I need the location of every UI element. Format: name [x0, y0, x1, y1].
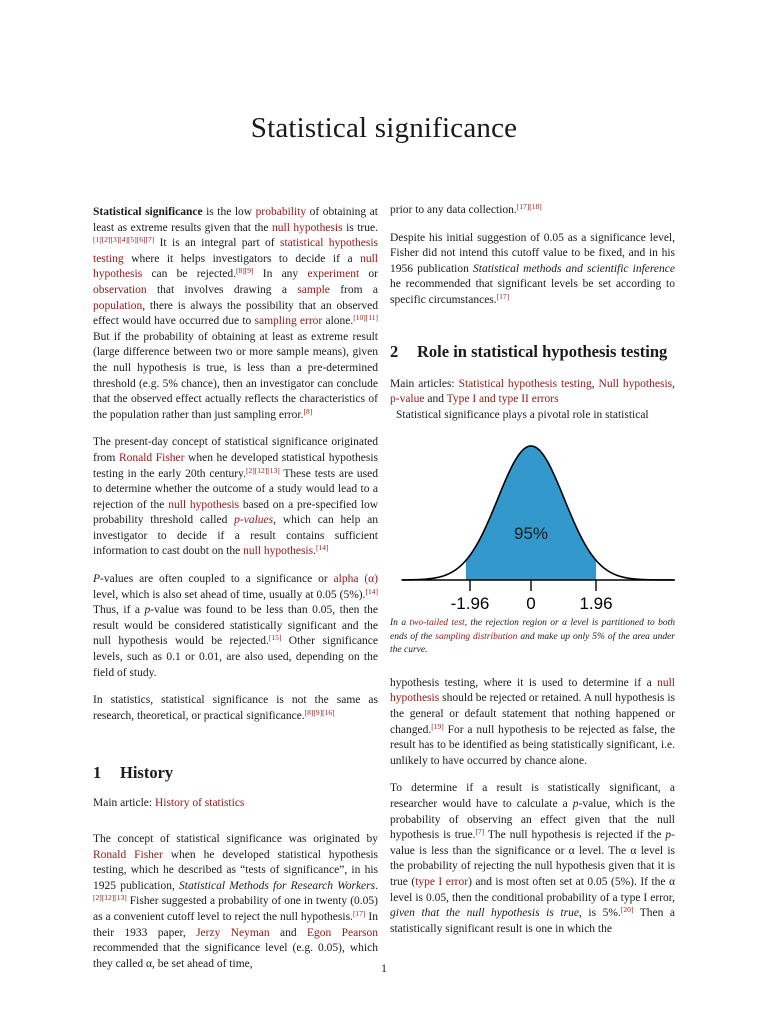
link-type-errors[interactable]: Type I and type II errors	[446, 393, 559, 406]
text: In statistics, statistical significance is not the same as research, theoretical, or practical significance.	[93, 694, 378, 722]
tick-label-center: 0	[526, 594, 536, 614]
text: Other significance levels, such as 0.1 or 0.01, are also used, depending on the field of study.	[93, 635, 379, 679]
link-ronald-fisher[interactable]: Ronald Fisher	[118, 451, 185, 464]
text: is true.	[342, 221, 378, 234]
text: -value was found to be less than 0.05, then the result would be considered statistically significant and the null hypothesis would be rejected.	[93, 604, 378, 648]
text: where it helps investigators to decide if a	[123, 252, 361, 265]
text: based on a pre-specified low probability threshold called	[93, 498, 379, 527]
figure-caption	[390, 617, 675, 658]
right-column	[390, 203, 675, 949]
text: is the low	[202, 206, 256, 218]
text: should be rejected or retained. A null hypothesis is the general or default statement that nothing happened or changed.	[390, 692, 675, 736]
text: and make up only 5% of the area under the curve.	[390, 631, 675, 656]
text: -value, which is the probability of observing an effect given that the null hypothesis is true.	[390, 798, 675, 842]
link-history-of-statistics[interactable]: History of statistics	[154, 797, 245, 810]
text: he recommended that significant levels be set according to specific circumstances.	[390, 278, 675, 306]
text: Then a statistically significant result is one in which the	[390, 907, 676, 935]
citation[interactable]: [2][12][13]	[93, 893, 127, 903]
italic-text: p	[144, 604, 151, 617]
page-number: 1	[381, 961, 387, 975]
hypothesis-testing-paragraph	[390, 676, 675, 770]
link-p-value[interactable]: p-value	[390, 393, 425, 406]
link-type-i-error[interactable]: type I error	[415, 875, 469, 888]
link-population[interactable]: population	[93, 299, 143, 312]
text: or	[359, 268, 378, 281]
text: , which can help an investigator to decide if a result contains sufficient information to cast doubt on the	[93, 514, 378, 558]
text: that involves drawing a	[146, 283, 298, 296]
citation[interactable]: [7]	[475, 827, 485, 837]
link-sample[interactable]: sample	[297, 283, 330, 296]
text: In a	[390, 618, 410, 629]
citation[interactable]: [17]	[496, 291, 510, 301]
citation[interactable]: [8]	[303, 406, 313, 416]
tick-label-left: -1.96	[450, 594, 490, 614]
section-title: Role in statistical hypothesis testing	[417, 341, 668, 361]
citation[interactable]: [2][12][13]	[246, 465, 280, 475]
text: , there is always the possibility that an observed effect would have occurred due to	[93, 299, 378, 328]
text: and	[424, 393, 447, 406]
text: from a	[329, 283, 378, 296]
link-null-hypothesis[interactable]: null hypothesis	[243, 545, 314, 558]
section-title: History	[120, 763, 174, 783]
link-observation[interactable]: observation	[93, 283, 147, 296]
bell-curve-diagram	[390, 423, 675, 613]
text: Main articles:	[390, 377, 459, 390]
text: , the rejection region or α level is partitioned to both ends of the	[390, 618, 676, 642]
role-heading	[390, 341, 675, 363]
text: can be rejected.	[142, 268, 237, 281]
role-intro-line	[390, 408, 675, 424]
italic-text: P	[93, 573, 101, 586]
text: -values are often coupled to a significance or	[100, 573, 334, 586]
italic-text: Statistical methods and scientific inference	[473, 262, 675, 275]
text: The concept of statistical significance was originated by	[93, 833, 378, 845]
link-two-tailed-test[interactable]: two-tailed test	[409, 618, 465, 629]
text: In their 1933 paper,	[93, 910, 378, 939]
center-percent-label: 95%	[513, 524, 549, 544]
link-null-hypothesis[interactable]: null hypothesis	[93, 252, 378, 281]
text: The present-day concept of statistical significance originated from	[93, 436, 378, 464]
term-bold: Statistical significance	[93, 206, 203, 218]
text: Despite his initial suggestion of 0.05 as a significance level, Fisher did not intend this cutoff value to be fixed, and in his 1956 publication	[390, 231, 675, 275]
link-null-hypothesis[interactable]: null hypothesis	[390, 676, 675, 705]
citation[interactable]: [1][2][3][4][5][6][7]	[93, 235, 155, 245]
citation[interactable]: [20]	[620, 905, 634, 915]
pvalues-paragraph	[93, 572, 378, 681]
link-sampling-error[interactable]: sampling error	[254, 315, 323, 328]
italic-text: p	[572, 798, 579, 810]
section-number: 2	[390, 341, 399, 361]
determine-significance-paragraph	[390, 781, 675, 937]
text: But if the probability of obtaining at least as extreme result (large difference between two or more sample means), given the null hypothesis is true, is less than a pre-determined threshold (e.g. 5% chance), then an investigator can conclude that the observed effect actually reflects the characteristics of the population rather than just sampling error.	[93, 330, 378, 421]
page-title: Statistical significance	[250, 112, 518, 144]
text: ,	[591, 377, 599, 390]
text: when he developed statistical hypothesis testing in the early 20th century.	[93, 451, 378, 480]
link-sampling-distribution[interactable]: sampling distribution	[435, 631, 518, 642]
link-null-hypothesis[interactable]: Null hypothesis	[598, 377, 673, 390]
text: These tests are used to determine whether the outcome of a study would lead to a rejection of the	[93, 467, 378, 511]
tick-label-right: 1.96	[579, 594, 613, 614]
text: To determine if a result is statistically significant, a researcher would have to calculate a	[390, 782, 675, 810]
text: .	[375, 879, 378, 892]
link-ronald-fisher[interactable]: Ronald Fisher	[93, 848, 163, 861]
text: It is an integral part of	[154, 237, 280, 250]
text: ,	[672, 377, 675, 390]
link-experiment[interactable]: experiment	[307, 268, 360, 281]
text: alone.	[322, 315, 354, 328]
text: prior to any data collection.	[390, 204, 517, 216]
text: .	[313, 545, 316, 558]
italic-text: Statistical Methods for Research Workers	[179, 879, 376, 892]
text: , is 5%.	[578, 907, 621, 920]
citation[interactable]: [15]	[268, 633, 282, 643]
text: ) and is most often set at 0.05 (5%). If the α level is 0.05, then the conditional probability of a type I error,	[390, 875, 675, 904]
text: of obtaining at least as extreme results given that the	[93, 206, 378, 234]
role-main-articles	[390, 377, 675, 408]
text: Statistical significance plays a pivotal role in statistical	[396, 408, 649, 421]
text: In any	[253, 268, 308, 281]
text: For a null hypothesis to be rejected as false, the result has to be identified as being statistically significant, i.e. unlikely to have occurred by chance alone.	[390, 723, 675, 767]
link-null-hypothesis[interactable]: null hypothesis	[272, 221, 343, 234]
link-statistical-hypothesis-testing[interactable]: statistical hypothesis testing	[93, 237, 378, 265]
continuation-paragraph	[390, 203, 675, 219]
link-null-hypothesis[interactable]: null hypothesis	[168, 498, 240, 511]
origin-paragraph	[93, 435, 378, 560]
text: and	[269, 926, 307, 939]
text: -value is less than the significance or α level. The α level is the probability of rejecting the null hypothesis given that it is true (	[390, 829, 675, 888]
text: The null hypothesis is rejected if the	[484, 829, 666, 842]
italic-text: p	[665, 829, 672, 842]
citation[interactable]: [14]	[365, 586, 378, 596]
normal-distribution-figure	[390, 423, 675, 613]
citation[interactable]: [17]	[352, 908, 366, 918]
section-number: 1	[93, 763, 102, 783]
text: Thus, if a	[93, 604, 145, 617]
text: Fisher suggested a probability of one in twenty (0.05) as a convenient cutoff level to reject the null hypothesis.	[93, 895, 378, 923]
citation[interactable]: [14]	[315, 543, 329, 553]
fisher-cutoff-paragraph	[390, 231, 675, 309]
citation[interactable]: [19]	[431, 721, 444, 731]
link-statistical-hypothesis-testing[interactable]: Statistical hypothesis testing	[458, 377, 592, 390]
acceptance-region-fill	[466, 446, 596, 580]
intro-paragraph	[93, 205, 378, 423]
left-column	[93, 205, 378, 984]
link-alpha[interactable]: alpha (α)	[333, 573, 378, 586]
history-paragraph	[93, 832, 378, 972]
link-p-values[interactable]: p-values	[234, 514, 274, 527]
text: level, which is also set ahead of time, usually at 0.05 (5%).	[93, 588, 366, 601]
link-jerzy-neyman[interactable]: Jerzy Neyman	[196, 926, 270, 939]
text: recommended that the significance level (e.g. 0.05), which they called α, be set ahead of time,	[93, 942, 378, 970]
link-egon-pearson[interactable]: Egon Pearson	[306, 926, 379, 939]
citation[interactable]: [17][18]	[516, 202, 542, 211]
italic-text: given that the null hypothesis is true	[390, 907, 579, 920]
text: Main article:	[93, 797, 155, 810]
citation[interactable]: [8][9]	[236, 266, 254, 276]
text: hypothesis testing, where it is used to determine if a	[390, 676, 658, 689]
text: when he developed statistical hypothesis testing, which he described as “tests of significance”, in his 1925 publication,	[93, 848, 378, 892]
history-main-article	[93, 796, 378, 812]
research-significance-paragraph	[93, 693, 378, 724]
citation[interactable]: [8][9][16]	[304, 707, 335, 717]
history-heading	[93, 762, 378, 784]
link-probability[interactable]: probability	[255, 206, 307, 218]
citation[interactable]: [10][11]	[353, 313, 378, 323]
